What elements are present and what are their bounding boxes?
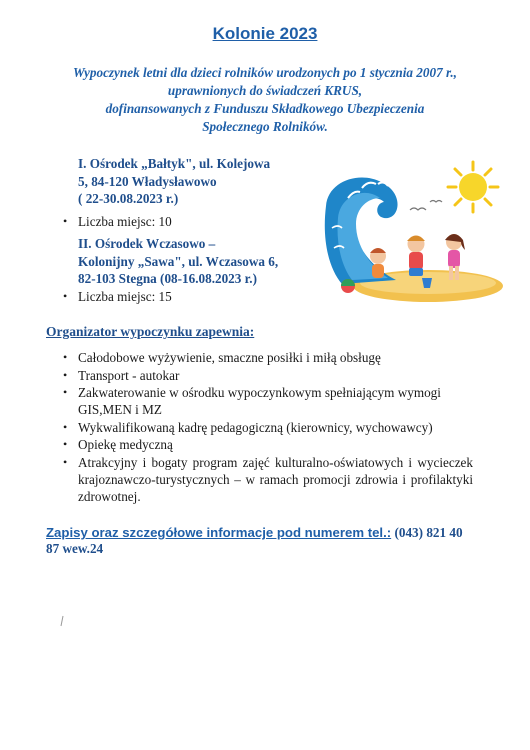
provisions-list bbox=[63, 349, 473, 505]
organizer-heading: Organizator wypoczynku zapewnia: bbox=[46, 324, 255, 339]
center-line: I. Ośrodek „Bałtyk", ul. Kolejowa bbox=[78, 156, 271, 171]
contact-number: (043) 821 40 87 wew.24 bbox=[46, 525, 463, 556]
list-item bbox=[63, 349, 473, 366]
subtitle-line: Wypoczynek letni dla dzieci rolników urodzonych po 1 stycznia 2007 r., bbox=[73, 65, 457, 80]
list-item-text: Atrakcyjny i bogaty program zajęć kulturalno-oświatowych i wycieczek krajoznawczo-turystycznych – w ramach promocji zdrowia i profilaktyki zdrowotnej. bbox=[78, 454, 473, 504]
subtitle-line: uprawnionych do świadczeń KRUS, bbox=[167, 83, 363, 98]
center-line: ( 22-30.08.2023 r.) bbox=[78, 191, 179, 206]
subtitle-line: Społecznego Rolników. bbox=[202, 119, 328, 134]
list-item-text: Transport - autokar bbox=[78, 367, 180, 383]
list-item-text: Wykwalifikowaną kadrę pedagogiczną (kierownicy, wychowawcy) bbox=[78, 419, 433, 435]
list-item-text: Zakwaterowanie w ośrodku wypoczynkowym spełniającym wymogi GIS,MEN i MZ bbox=[78, 385, 441, 417]
bullet-icon: • bbox=[63, 454, 68, 469]
bullet-icon: • bbox=[63, 437, 68, 451]
center-baltyk bbox=[78, 155, 270, 208]
subtitle bbox=[30, 64, 500, 136]
center-line: 82-103 Stegna (08-16.08.2023 r.) bbox=[78, 271, 257, 286]
sun-icon bbox=[448, 162, 498, 212]
list-item bbox=[63, 454, 473, 505]
list-item bbox=[63, 436, 473, 453]
bullet-icon: • bbox=[63, 419, 68, 434]
bullet-icon: • bbox=[63, 385, 68, 399]
center-line: II. Ośrodek Wczasowo – bbox=[78, 236, 216, 251]
list-item bbox=[63, 384, 473, 418]
places-baltyk bbox=[63, 213, 172, 230]
beach-kids-wave-sun-icon bbox=[318, 158, 504, 308]
list-item bbox=[63, 367, 473, 384]
bullet-icon: • bbox=[63, 350, 68, 364]
scan-mark-icon bbox=[58, 615, 66, 627]
center-sawa bbox=[78, 235, 278, 288]
center-line: 5, 84-120 Władysławowo bbox=[78, 173, 217, 189]
center-line: Kolonijny „Sawa", ul. Wczasowa 6, bbox=[78, 253, 279, 269]
places-text: Liczba miejsc: 10 bbox=[78, 214, 172, 229]
list-item-text: Opiekę medyczną bbox=[78, 437, 173, 452]
contact-info bbox=[46, 525, 476, 557]
page-title: Kolonie 2023 bbox=[212, 24, 318, 43]
list-item-text: Całodobowe wyżywienie, smaczne posiłki i miłą obsługę bbox=[78, 350, 381, 365]
subtitle-line: dofinansowanych z Funduszu Składkowego Ubezpieczenia bbox=[105, 101, 425, 116]
bullet-icon: • bbox=[63, 289, 68, 303]
contact-lead: Zapisy oraz szczegółowe informacje pod numerem tel.: bbox=[46, 525, 392, 540]
bullet-icon: • bbox=[63, 367, 68, 382]
list-item bbox=[63, 419, 473, 436]
places-text: Liczba miejsc: 15 bbox=[78, 289, 172, 304]
places-sawa bbox=[63, 288, 172, 305]
bullet-icon: • bbox=[63, 214, 68, 228]
